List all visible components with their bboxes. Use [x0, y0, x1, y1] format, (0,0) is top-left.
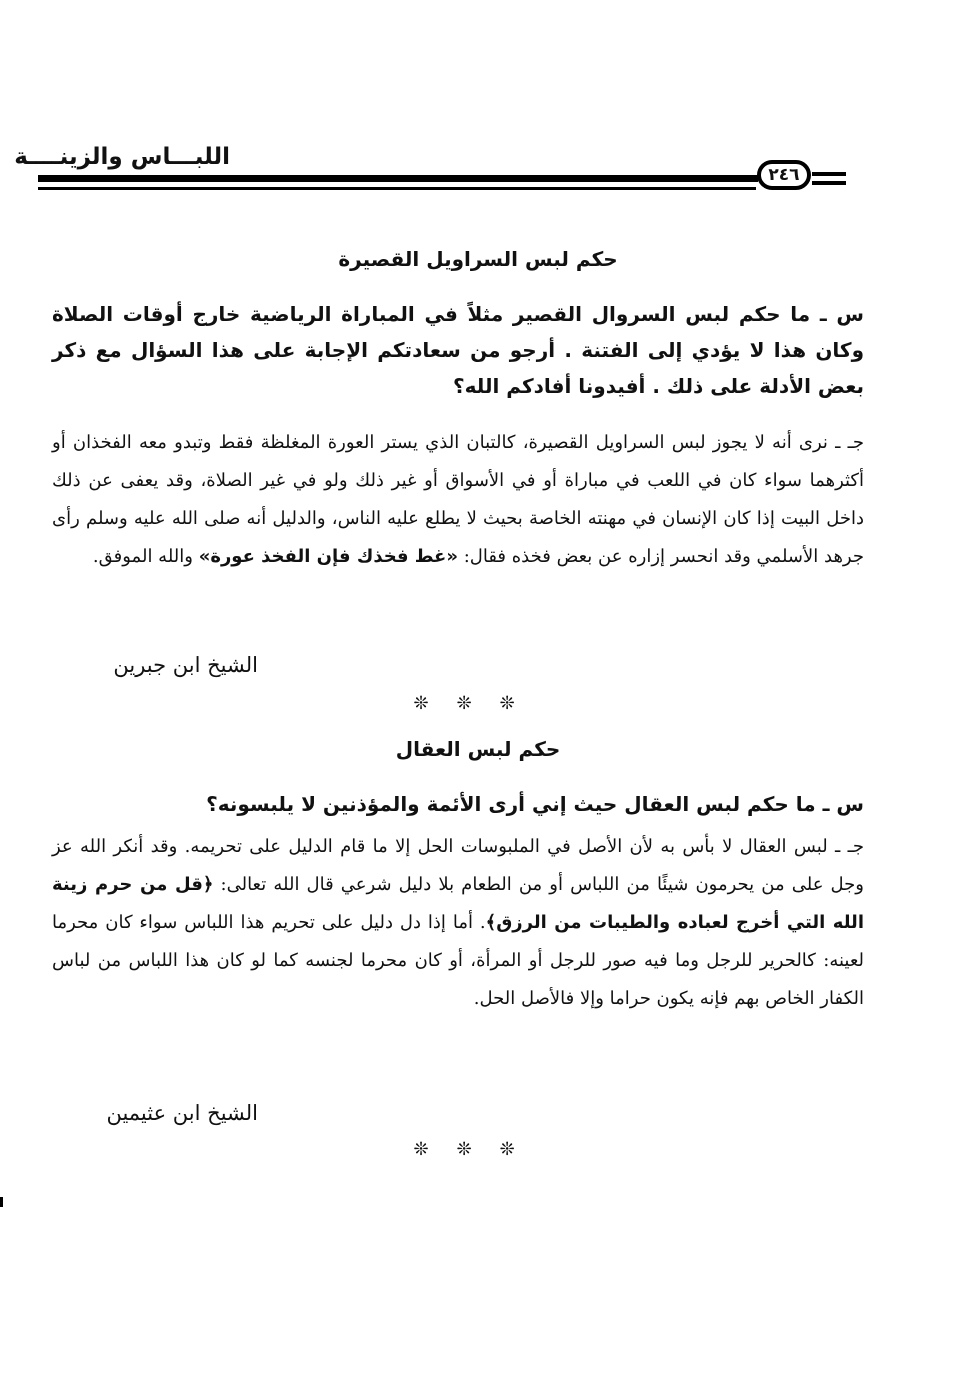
question-short-trousers: س ـ ما حكم لبس السروال القصير مثلاً في المباراة الرياضية خارج أوقات الصلاة وكان هذا لا يؤدي إلى الفتنة . أرجو من سعادتكم الإجابة على هذا السؤال مع ذكر بعض الأدلة على ذلك . أفيدونا أفادكم الله؟: [52, 302, 864, 398]
answer-short-trousers: [52, 424, 864, 576]
section-heading-short-trousers: حكم لبس السراويل القصيرة: [338, 247, 618, 271]
scan-edge-mark: [0, 1197, 3, 1207]
answer-text: جـ ـ لبس العقال لا بأس به لأن الأصل في الملبوسات الحل إلا ما قام الدليل على تحريمه. وقد أنكر الله عز وجل على من يحرمون شيئًا من اللباس أو من الطعام بلا دليل شرعي قال الله تعالى:: [52, 836, 864, 895]
signature-ibn-jibreen: الشيخ ابن جبرين: [113, 653, 258, 677]
page-number: ٢٤٦: [757, 160, 811, 190]
hadith-quote: «غط فخذك فإن الفخذ عورة»: [198, 546, 458, 567]
section-heading-iqal: حكم لبس العقال: [395, 737, 561, 761]
header-rule-thin: [38, 187, 756, 190]
header-rule-thick: [38, 175, 758, 182]
answer-closing: . أما إذا دل دليل على تحريم هذا اللباس سواء كان محرما لعينه: كالحرير للرجل وما فيه صور للرجل أو المرأة، أو كان محرما لجنسه كما لو كان هذا اللباس من لباس الكفار الخاص بهم فإنه يكون حراما وإلا فالأصل الحل.: [52, 912, 864, 1009]
section-separator: ❊❊❊: [413, 1139, 543, 1160]
answer-closing: والله الموفق.: [92, 546, 199, 567]
answer-iqal: [52, 828, 864, 1018]
answer-text: جـ ـ نرى أنه لا يجوز لبس السراويل القصيرة، كالتبان الذي يستر العورة المغلظة فقط وتبدو معه الفخذان أو أكثرهما سواء كان في اللعب في مباراة أو في الأسواق أو غير ذلك ولو في غير الصلاة، وقد يعفى عن ذلك داخل البيت إذا كان الإنسان في مهنته الخاصة بحيث لا يطلع عليه الناس، والدليل أنه صلى الله عليه وسلم رأى جرهد الأسلمي وقد انحسر إزاره عن بعض فخذه فقال:: [52, 432, 864, 567]
header-rule-right-bottom: [812, 181, 846, 185]
signature-ibn-uthaymeen: الشيخ ابن عثيمين: [106, 1101, 258, 1125]
quran-quote: ﴿قل من حرم زينة الله التي أخرج لعباده والطيبات من الرزق﴾: [52, 874, 864, 933]
running-title: اللبـــاس والزينــــة: [14, 144, 230, 170]
header-rule-right-top: [812, 172, 846, 176]
question-iqal: س ـ ما حكم لبس العقال حيث إني أرى الأئمة والمؤذنين لا يلبسونه؟: [206, 792, 864, 816]
section-separator: ❊❊❊: [413, 693, 543, 714]
